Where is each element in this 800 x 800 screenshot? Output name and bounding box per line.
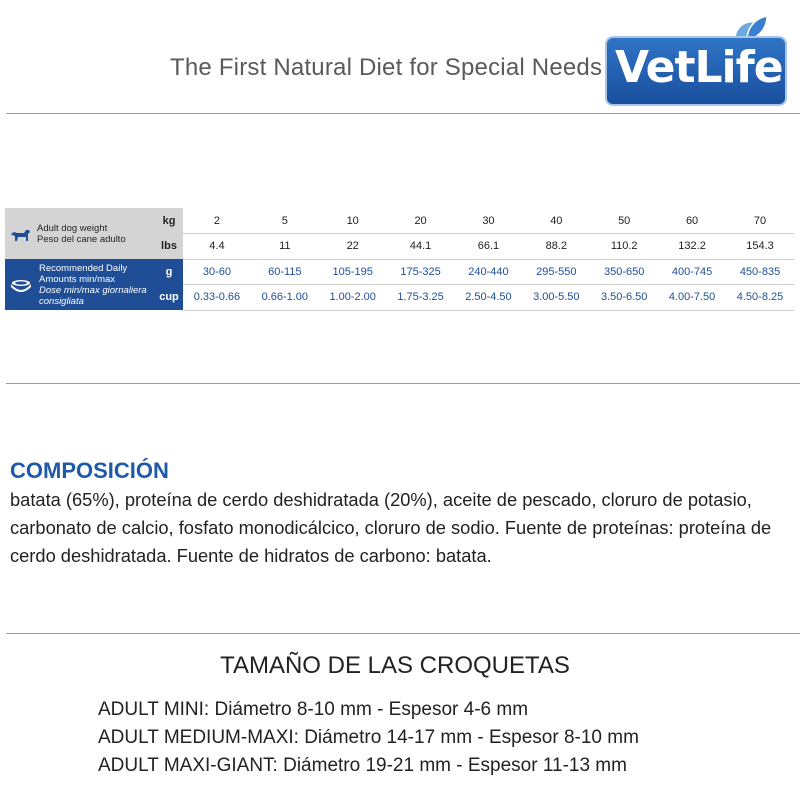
composition-body: batata (65%), proteína de cerdo deshidratada (20%), aceite de pescado, cloruro de potasio, carbonato de calcio, fosfato monodicálcico, cloruro de sodio. Fuente de proteínas: proteína de cerdo deshidratada. Fuente de hidratos de carbono: batata. xyxy=(10,489,772,566)
table-cell: 30-60 xyxy=(183,259,251,285)
table-cell: 105-195 xyxy=(319,259,387,285)
logo-text: VetLife xyxy=(615,42,783,93)
table-cell: 3.50-6.50 xyxy=(590,285,658,311)
table-cell: 40 xyxy=(522,208,590,234)
feeding-table xyxy=(5,208,794,311)
amount-label-es: Dose min/max giornaliera consigliata xyxy=(39,284,147,307)
table-cell: 400-745 xyxy=(658,259,726,285)
list-item: ADULT MAXI-GIANT: Diámetro 19-21 mm - Espesor 11-13 mm xyxy=(98,755,627,776)
unit-cup: cup xyxy=(155,285,183,311)
table-cell: 3.00-5.50 xyxy=(522,285,590,311)
table-cell: 1.75-3.25 xyxy=(387,285,455,311)
weight-label-cell xyxy=(5,208,155,259)
divider-top xyxy=(6,113,800,114)
tagline: The First Natural Diet for Special Needs xyxy=(170,54,603,81)
table-cell: 2.50-4.50 xyxy=(455,285,523,311)
table-cell: 110.2 xyxy=(590,234,658,260)
table-cell: 175-325 xyxy=(387,259,455,285)
table-cell: 10 xyxy=(319,208,387,234)
table-cell: 4.50-8.25 xyxy=(726,285,794,311)
table-cell: 4.4 xyxy=(183,234,251,260)
unit-g: g xyxy=(155,259,183,285)
weight-label-en: Adult dog weight xyxy=(37,222,108,234)
weight-label-es: Peso del cane adulto xyxy=(37,233,126,245)
vetlife-logo xyxy=(605,14,787,93)
table-cell: 2 xyxy=(183,208,251,234)
unit-lbs: lbs xyxy=(155,234,183,260)
table-cell: 0.33-0.66 xyxy=(183,285,251,311)
table-cell: 50 xyxy=(590,208,658,234)
table-cell: 240-440 xyxy=(455,259,523,285)
table-cell: 0.66-1.00 xyxy=(251,285,319,311)
kibble-size-title: TAMAÑO DE LAS CROQUETAS xyxy=(220,652,570,679)
kibble-size-list xyxy=(98,696,639,780)
table-cell: 350-650 xyxy=(590,259,658,285)
table-cell: 5 xyxy=(251,208,319,234)
dog-icon xyxy=(9,225,31,243)
table-cell: 70 xyxy=(726,208,794,234)
table-cell: 60-115 xyxy=(251,259,319,285)
amount-label-cell xyxy=(5,259,155,310)
table-cell: 295-550 xyxy=(522,259,590,285)
table-cell: 450-835 xyxy=(726,259,794,285)
table-cell: 4.00-7.50 xyxy=(658,285,726,311)
amount-label-en: Recommended Daily Amounts min/max xyxy=(39,262,128,285)
table-cell: 88.2 xyxy=(522,234,590,260)
divider-middle xyxy=(6,383,800,384)
unit-kg: kg xyxy=(155,208,183,234)
table-cell: 22 xyxy=(319,234,387,260)
table-cell: 154.3 xyxy=(726,234,794,260)
composition-title: COMPOSICIÓN xyxy=(10,458,169,483)
list-item: ADULT MINI: Diámetro 8-10 mm - Espesor 4-6 mm xyxy=(98,699,529,720)
table-row xyxy=(5,259,794,285)
table-cell: 1.00-2.00 xyxy=(319,285,387,311)
table-cell: 132.2 xyxy=(658,234,726,260)
table-row xyxy=(5,208,794,234)
list-item: ADULT MEDIUM-MAXI: Diámetro 14-17 mm - Espesor 8-10 mm xyxy=(98,727,639,748)
table-cell: 30 xyxy=(455,208,523,234)
table-cell: 11 xyxy=(251,234,319,260)
table-cell: 66.1 xyxy=(455,234,523,260)
table-cell: 20 xyxy=(387,208,455,234)
divider-bottom xyxy=(6,633,800,634)
bowl-icon xyxy=(9,276,33,294)
table-cell: 44.1 xyxy=(387,234,455,260)
table-cell: 60 xyxy=(658,208,726,234)
